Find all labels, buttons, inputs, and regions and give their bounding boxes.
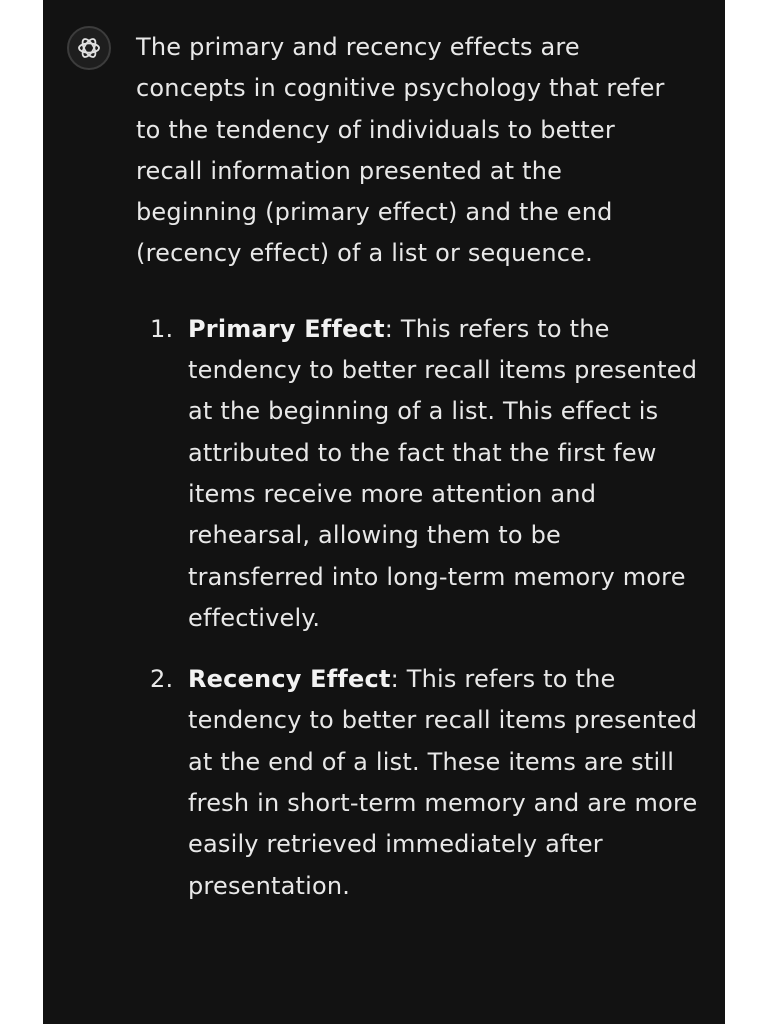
list-item bbox=[136, 309, 698, 639]
list-item-term: Recency Effect bbox=[188, 665, 391, 694]
effects-list bbox=[136, 309, 716, 907]
openai-logo-icon bbox=[75, 34, 103, 62]
list-item-number: 2. bbox=[150, 665, 174, 694]
list-item bbox=[136, 659, 698, 907]
list-item-term: Primary Effect bbox=[188, 314, 385, 343]
list-item-number: 1. bbox=[150, 314, 174, 343]
assistant-avatar bbox=[67, 26, 111, 70]
assistant-message bbox=[136, 27, 716, 907]
message-intro: The primary and recency effects are concepts in cognitive psychology that refer to the tendency of individuals to better recall information presented at the beginning (primary effect) and the end (recency effect) of a list or sequence. bbox=[136, 33, 665, 268]
chat-panel bbox=[43, 0, 725, 1024]
list-item-text: : This refers to the tendency to better recall items presented at the beginning of a list. This effect is attributed to the fact that the first few items receive more attention and rehearsal, allowing them to be transferred into long-term memory more effectively. bbox=[188, 314, 698, 632]
list-item-text: : This refers to the tendency to better recall items presented at the end of a list. These items are still fresh in short-term memory and are more easily retrieved immediately after presentation. bbox=[188, 665, 698, 900]
